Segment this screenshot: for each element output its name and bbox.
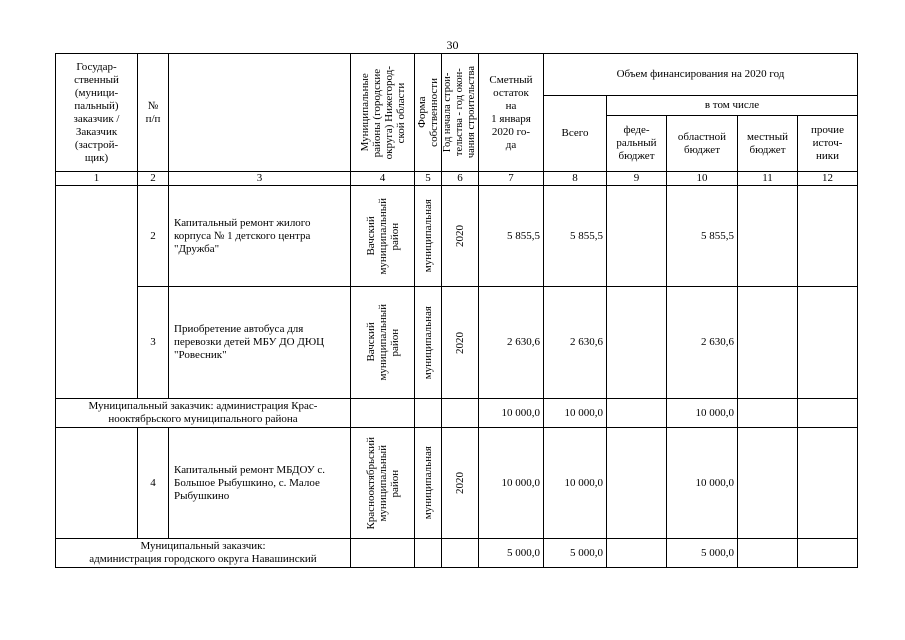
district: Вачский муниципальный район — [351, 287, 415, 399]
empty-cell — [442, 399, 479, 428]
row-number: 4 — [138, 428, 169, 539]
header-object — [169, 54, 351, 172]
customer-label: Муниципальный заказчик: администрация Крас- нооктябрьского муниципального района — [56, 399, 351, 428]
federal-value — [607, 186, 667, 287]
col-number: 9 — [607, 172, 667, 186]
header-district: Муниципальные районы (городские округа) Нижегород- ской области — [351, 54, 415, 172]
regional-value: 5 855,5 — [667, 186, 738, 287]
total-value: 10 000,0 — [544, 428, 607, 539]
header-ownership: Форма собственности — [415, 54, 442, 172]
header-local: местный бюджет — [738, 116, 798, 172]
col-number: 4 — [351, 172, 415, 186]
year: 2020 — [442, 287, 479, 399]
col-number: 1 — [56, 172, 138, 186]
col-number: 6 — [442, 172, 479, 186]
other-value — [798, 428, 858, 539]
col-number: 7 — [479, 172, 544, 186]
row-number: 2 — [138, 186, 169, 287]
ownership: муниципальная — [415, 287, 442, 399]
total-value: 5 000,0 — [544, 539, 607, 568]
regional-value: 10 000,0 — [667, 428, 738, 539]
federal-value — [607, 428, 667, 539]
customer-cell-empty — [56, 186, 138, 399]
remainder-value: 5 000,0 — [479, 539, 544, 568]
year: 2020 — [442, 186, 479, 287]
page-number: 30 — [446, 38, 459, 52]
column-numbers-row — [56, 172, 858, 186]
header-customer: Государ- ственный (муници- пальный) заказчик / Заказчик (застрой- щик) — [56, 54, 138, 172]
customer-label: Муниципальный заказчик: администрация городского округа Навашинский — [56, 539, 351, 568]
object-name: Капитальный ремонт МБДОУ с. Большое Рыбушкино, с. Малое Рыбушкино — [169, 428, 351, 539]
regional-value: 2 630,6 — [667, 287, 738, 399]
remainder-value: 10 000,0 — [479, 399, 544, 428]
object-name: Приобретение автобуса для перевозки детей МБУ ДО ДЮЦ "Ровесник" — [169, 287, 351, 399]
other-value — [798, 399, 858, 428]
financing-table — [55, 53, 858, 568]
federal-value — [607, 539, 667, 568]
customer-row — [56, 399, 858, 428]
customer-cell-empty — [56, 428, 138, 539]
col-number: 11 — [738, 172, 798, 186]
total-value: 5 855,5 — [544, 186, 607, 287]
ownership: муниципальная — [415, 186, 442, 287]
header-including: в том числе — [607, 96, 858, 116]
federal-value — [607, 287, 667, 399]
district: Вачский муниципальный район — [351, 186, 415, 287]
other-value — [798, 287, 858, 399]
table-row — [56, 428, 858, 539]
empty-cell — [415, 399, 442, 428]
local-value — [738, 399, 798, 428]
col-number: 10 — [667, 172, 738, 186]
header-total: Всего — [544, 96, 607, 172]
total-value: 2 630,6 — [544, 287, 607, 399]
header-remainder: Сметный остаток на 1 января 2020 го- да — [479, 54, 544, 172]
remainder-value: 10 000,0 — [479, 428, 544, 539]
table-row — [56, 186, 858, 287]
customer-row — [56, 539, 858, 568]
federal-value — [607, 399, 667, 428]
header-federal: феде- ральный бюджет — [607, 116, 667, 172]
col-number: 5 — [415, 172, 442, 186]
table-row — [56, 287, 858, 399]
total-value: 10 000,0 — [544, 399, 607, 428]
local-value — [738, 287, 798, 399]
other-value — [798, 186, 858, 287]
local-value — [738, 539, 798, 568]
object-name: Капитальный ремонт жилого корпуса № 1 детского центра "Дружба" — [169, 186, 351, 287]
header-years: Год начала строи- тельства - год окон- чания строительства — [442, 54, 479, 172]
other-value — [798, 539, 858, 568]
col-number: 2 — [138, 172, 169, 186]
ownership: муниципальная — [415, 428, 442, 539]
regional-value: 10 000,0 — [667, 399, 738, 428]
empty-cell — [351, 539, 415, 568]
header-regional: областной бюджет — [667, 116, 738, 172]
empty-cell — [415, 539, 442, 568]
header-funding-title: Объем финансирования на 2020 год — [544, 54, 858, 96]
header-other: прочие источ- ники — [798, 116, 858, 172]
row-number: 3 — [138, 287, 169, 399]
district: Краснооктябрьский муниципальный район — [351, 428, 415, 539]
col-number: 12 — [798, 172, 858, 186]
regional-value: 5 000,0 — [667, 539, 738, 568]
header-number: № п/п — [138, 54, 169, 172]
col-number: 8 — [544, 172, 607, 186]
local-value — [738, 186, 798, 287]
empty-cell — [351, 399, 415, 428]
col-number: 3 — [169, 172, 351, 186]
empty-cell — [442, 539, 479, 568]
year: 2020 — [442, 428, 479, 539]
remainder-value: 5 855,5 — [479, 186, 544, 287]
remainder-value: 2 630,6 — [479, 287, 544, 399]
local-value — [738, 428, 798, 539]
